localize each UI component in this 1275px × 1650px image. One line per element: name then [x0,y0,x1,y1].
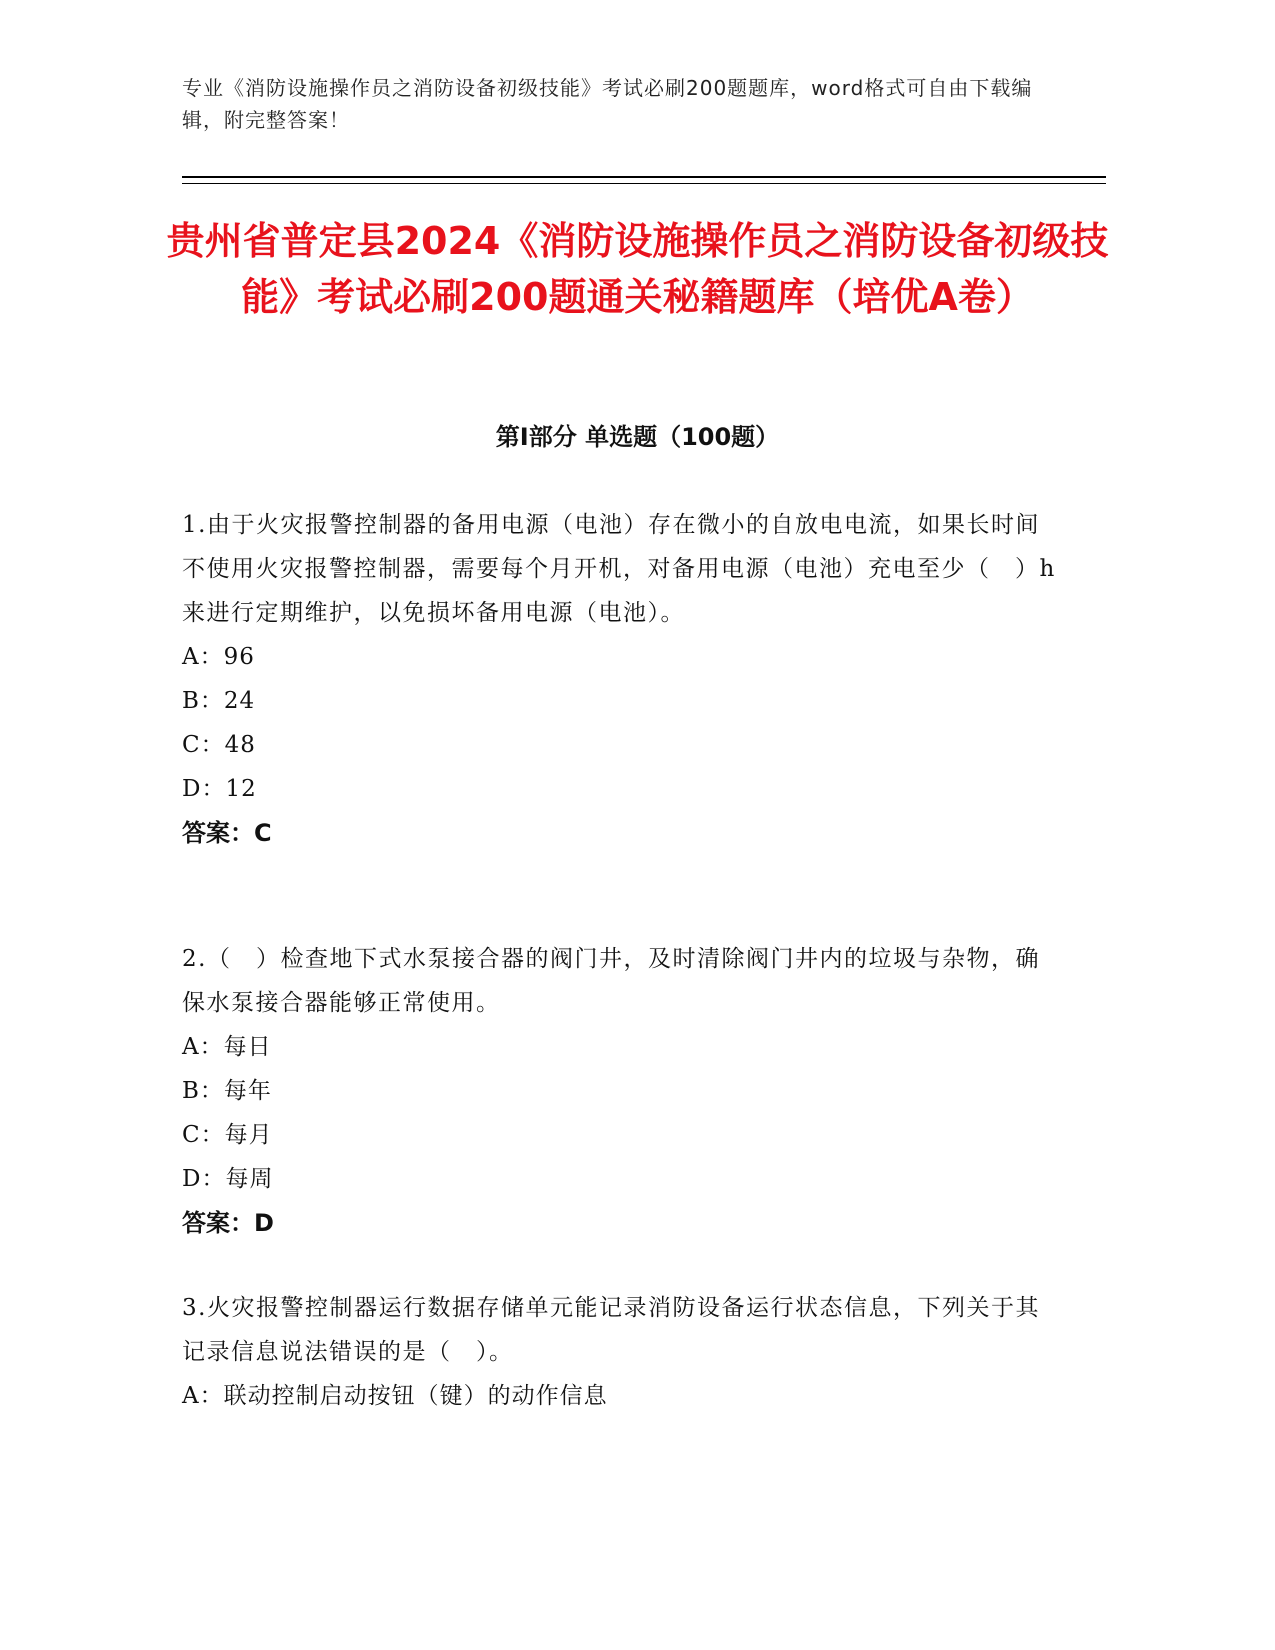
option-a: A：96 [182,644,255,670]
question-1 [182,503,1062,855]
answer-line: 答案：D [182,1209,274,1237]
option-a: A：联动控制启动按钮（键）的动作信息 [182,1383,608,1409]
option-c: C：每月 [182,1122,273,1148]
question-2 [182,937,1062,1245]
option-c: C：48 [182,732,256,758]
question-stem: 2.（ ）检查地下式水泵接合器的阀门井，及时清除阀门井内的垃圾与杂物，确保水泵接合器能够正常使用。 [182,946,1040,1016]
option-b: B：24 [182,688,256,714]
section-heading: 第Ⅰ部分 单选题（100题） [495,423,780,451]
answer-line: 答案：C [182,819,272,847]
option-a: A：每日 [182,1034,272,1060]
question-stem: 3.火灾报警控制器运行数据存储单元能记录消防设备运行状态信息，下列关于其记录信息说法错误的是（ ）。 [182,1295,1040,1365]
question-3 [182,1286,1062,1418]
header-divider-thick [182,176,1106,178]
header-divider-thin [182,183,1106,184]
document-title: 贵州省普定县2024《消防设施操作员之消防设备初级技能》考试必刷200题通关秘籍题库（培优A卷） [166,219,1109,319]
question-stem: 1.由于火灾报警控制器的备用电源（电池）存在微小的自放电电流，如果长时间不使用火灾报警控制器，需要每个月开机，对备用电源（电池）充电至少（ ）h来进行定期维护，以免损坏备用电源（电池）。 [182,512,1056,626]
option-b: B：每年 [182,1078,272,1104]
option-d: D：每周 [182,1166,274,1192]
header-note: 专业《消防设施操作员之消防设备初级技能》考试必刷200题题库，word格式可自由下载编辑，附完整答案！ [182,76,1033,132]
option-d: D：12 [182,776,257,802]
